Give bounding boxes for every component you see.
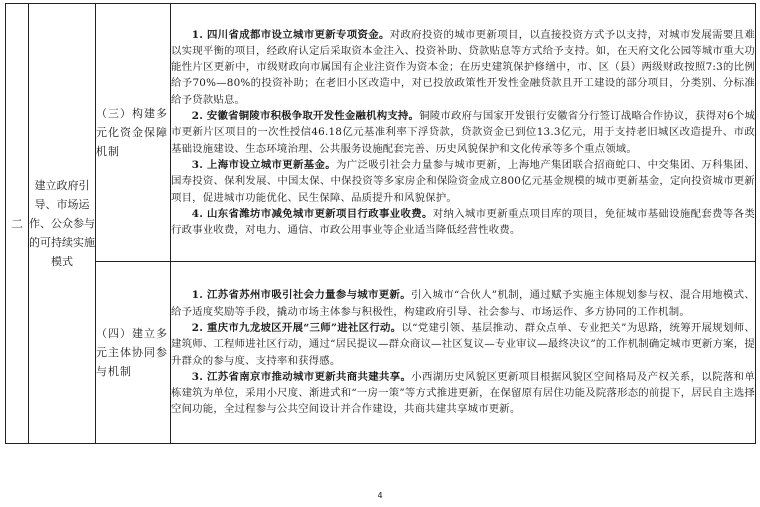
list-item: [171, 206, 755, 239]
table-row: [6, 4, 756, 262]
table-row: [6, 262, 756, 444]
page-number: 4: [377, 491, 383, 500]
item-text: 铜陵市政府与国家开发银行安徽省分行签订战略合作协议，获得对6个城市更新片区项目的一次性授信46.18亿元基准利率下浮贷款，贷款资金已到位13.3亿元，用于支持老旧城区改造提升、市政基础设施建设、生态环境治理、公共服务设施配套完善、历史风貌保护和文化传承等多个重点领域。: [171, 110, 756, 155]
list-item: [171, 27, 755, 108]
policy-table: [5, 3, 756, 444]
section-title: 建立政府引导、市场运作、公众参与的可持续实施模式: [29, 179, 95, 268]
item-lead: 3. 江苏省南京市推动城市更新共商共建共享。: [191, 370, 412, 383]
item-lead: 3. 上海市设立城市更新基金。: [191, 158, 336, 171]
item-text: 对政府投资的城市更新项目，以直接投资方式予以支持，对城市发展需要且难以实现平衡的项目，经政府认定后采取资本金注入、投资补助、贷款贴息等方式给予支持。如，在天府文化公园等城市重大功能性片区更新中，市级财政向市属国有企业注资作为资本金；在历史建筑保护修缮中，市、区（县）两级财政按照7:3的比例给予70%—80%的投资补助；在老旧小区改造中，对已投放政策性开发性金融贷款且开工建设的部分项目，分类别、分标准给予贷款贴息。: [171, 28, 755, 106]
section-title-cell: [29, 4, 96, 444]
list-item: [171, 320, 755, 369]
section-number: 二: [10, 217, 23, 231]
item-lead: 1. 江苏省苏州市吸引社会力量参与城市更新。: [191, 289, 411, 302]
item-lead: 2. 安徽省铜陵市积极争取开发性金融机构支持。: [191, 110, 420, 123]
section-number-cell: [6, 4, 29, 444]
content-cell: [171, 4, 756, 262]
item-text: 小西湖历史风貌区更新项目根据风貌区空间格局及产权关系，以院落和单栋建筑为单位，采用小尺度、渐进式和“一房一策”等方式推进更新，在保留原有居住功能及院落形态的前提下，居民自主选择空间功能，全过程参与公共空间设计并合作建设，共商共建共享城市更新。: [171, 370, 755, 416]
list-item: [171, 108, 755, 157]
group-subtitle: （四）建立多元主体协同参与机制: [96, 327, 168, 378]
content-cell: [171, 262, 756, 444]
item-text: 为广泛吸引社会力量参与城市更新，上海地产集团联合招商蛇口、中交集团、万科集团、国寿投资、保利发展、中国太保、中保投资等多家房企和保险资金成立800亿元基金规模的城市更新基金，定向投资城市更新项目，促进城市功能优化、民生保障、品质提升和风貌保护。: [171, 158, 756, 204]
group-subtitle: （三）构建多元化资金保障机制: [96, 107, 168, 158]
item-text: 对纳入城市更新重点项目库的项目，免征城市基础设施配套费等各类行政事业收费，对电力、通信、市政公用事业等企业适当降低经营性收费。: [171, 207, 756, 237]
item-lead: 2. 重庆市九龙坡区开展“三师”进社区行动。: [191, 321, 402, 334]
item-lead: 1. 四川省成都市设立城市更新专项资金。: [191, 28, 390, 41]
list-item: [171, 157, 755, 206]
item-lead: 4. 山东省潍坊市减免城市更新项目行政事业收费。: [191, 207, 433, 220]
subtitle-cell: [96, 4, 171, 262]
list-item: [171, 369, 755, 418]
item-text: 引入城市“合伙人”机制，通过赋予实施主体规划参与权、混合用地模式、给予适度奖励等手段，撬动市场主体参与积极性，构建政府引导、社会参与、市场运作、多方协同的工作机制。: [171, 289, 755, 318]
list-item: [171, 287, 755, 320]
item-text: 以“党建引领、基层推动、群众点单、专业把关”为思路，统筹开展规划师、建筑师、工程师进社区行动，通过“居民提议—群众商议—社区复议—专业审议—最终决议”的工作机制确定城市更新方案，提升群众的参与度、支持率和获得感。: [171, 321, 755, 367]
subtitle-cell: [96, 262, 171, 444]
